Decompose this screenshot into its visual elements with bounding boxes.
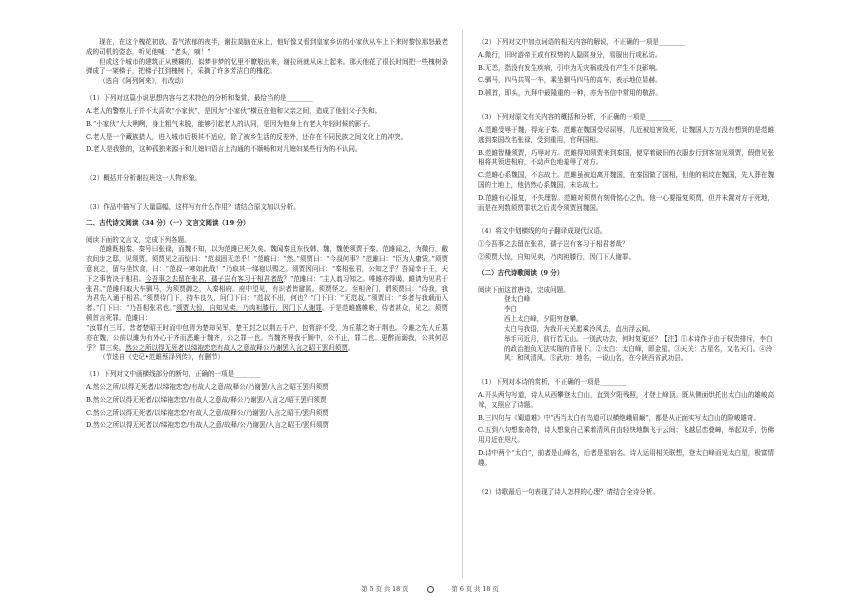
question-7-sentence-1: ①今吾事之去留在张君，孺子岂有客习于相君者哉？	[478, 240, 629, 249]
question-7: （4）将文中划横线的句子翻译成现代汉语。	[478, 227, 607, 236]
story-source: （选自《阿列阿来》，有改动）	[99, 77, 188, 86]
classical-text-part-2: ？”范雎曰：“主人翁习知之。唯雎亦得谒，雎请为见君于张君。”范雎归取大车驷马，为须贾御之，入秦相府。府中望见，有识者皆避匿。须贾怪之。至相舍门，谓须贾曰：“待我，我为君先入通于相君。”须贾待门下，持车良久，问门下曰：“范叔不出，何也？”门下曰：“无范叔。”须贾曰：“乡者与我载而入者。”门下曰：“乃吾相张君也。”	[86, 274, 448, 313]
classical-text-part-1: 范雎既相秦，秦号曰张禄，而魏不知，以为范雎已死久矣。魏闻秦且东伐韩、魏，魏使须贾于秦。范雎闻之，为微行，敝衣间步之邸，见须贾。须贾见之而惊曰：“范叔固无恙乎！”范雎曰：“然。”须贾曰：“今叔何事？”范雎曰：“臣为人庸赁。”须贾意哀之，留与坐饮食，曰：“范叔一寒如此哉！”乃取其一绨袍以赐之。须贾因问曰：“秦相张君，公知之乎？吾闻幸于王，天下之事皆决于相君。	[86, 245, 448, 283]
poem-line-1: 西上太白峰，夕阳穷登攀。	[504, 315, 583, 324]
left-column	[86, 38, 448, 431]
question-6: （3）下列对原文有关内容的概括和分析，不正确的一项是________	[478, 113, 673, 122]
question-4-option-a: A.然公之所/以得无死者/以绨袍恋恋/有故人之意/故释公/乃谢罢/入言之昭王罢归须贾	[86, 382, 329, 391]
question-3: （3）作品中描写了大量篇幅，这样写有什么作用？请结合原文加以分析。	[86, 202, 300, 211]
section-heading-poetry: （二）古代诗歌阅读（9 分）	[478, 268, 564, 277]
question-4: （1）下列对文中画横线部分的断句，正确的一项是________	[86, 370, 261, 379]
question-1: （1）下列对这篇小说思想内容与艺术特色的分析和鉴赏，最恰当的是________	[86, 94, 313, 103]
question-5-option-d: D.顿首，即头，九拜中最隆重的一种，亦为书信中常用的敬辞。	[478, 89, 662, 98]
question-8-option-d: D.诗中两个“太白”，前者是山峰名，后者是星宿名。诗人运用相关联想，登太白峰而见太白星，极富情趣。	[478, 449, 774, 467]
underlined-sentence-2: 须贾大惊，自知见卖，乃肉袒膝行，因门下人谢罪	[175, 304, 322, 313]
question-8-option-a: A.开头两句写道，诗人从西攀登太白山，直到夕阳残照，才登上峰顶。既从侧面烘托出太白山的雄峻高耸，又照应了诗题。	[478, 390, 774, 409]
question-9: （2）诗歌最后一句表现了诗人怎样的心理？请结合全诗分析。	[478, 487, 659, 496]
left-page-number: 第 5 页 共 18 页	[361, 586, 409, 593]
question-1-option-a: A.老人的警察儿子并不太喜欢“小家伙”，是因为“小家伙”横亘在他和父亲之间，造成了他们父子失和。	[86, 106, 382, 115]
question-4-option-d: D.然公之所以得无死者以/绨袍恋恋/有故人之意/故释/公乃谢罢/入言之昭王/罢归须贾	[86, 421, 329, 430]
poem-line-3-and-notes: 举手可近月，前行若无山。一别武功去，何时复更还？【注】①本诗作于由于权贵排斥，李白的政治抱负无法实现的背景下。②太白：太白峰，即金星。③天关：古星名，又名天门。④泠风：和风清风。⑤武功：地名，一说山名，在今陕西省武功县。	[504, 334, 773, 363]
classical-text-paragraph-2	[86, 324, 448, 353]
poem-title: 登太白峰	[504, 295, 531, 304]
poem-author: 李白	[504, 305, 518, 314]
question-7-sentence-2: ②须贾大惊，自知见卖，乃肉袒膝行，因门下人谢罪。	[478, 253, 636, 261]
column-divider	[462, 30, 463, 578]
classical-text-end: 。	[347, 343, 355, 352]
question-4-option-c: C.然公之所以得无死者/以绨袍恋恋/有故人之意/故释公/乃谢罢/入言之昭王/罢归须贾	[86, 408, 329, 417]
question-2: （2）概括并分析谢拉班这一人物形象。	[86, 174, 202, 183]
classical-text-part-4: “汝罪有三耳。昔者楚昭王时而申包胥为楚却吴军，楚王封之以荆五千户，包胥辞不受，为丘墓之寄于荆也。今雎之先人丘墓亦在魏，公前以雎为有外心于齐而恶雎于魏齐，公之罪一也。当魏齐辱我于厕中，公不止，罪二也。更醉而溺我，公其何忍乎？罪三矣。	[86, 323, 448, 352]
question-6-option-b: B.范雎智赚须贾，巧辱对方。范雎得知须贾来到秦国，便穿着破旧的衣服步行到客馆见须贾，假借见张相将其领进相府，不动声色地羞辱了对方。	[478, 148, 774, 167]
question-6-option-c: C.范雎心系魏国，不忘故土。范雎虽被迫离开魏国，在秦国做了国相，但他的祖坟在魏国，先人葬在魏国的土地上，他仍然心系魏国，未忘故土。	[478, 171, 774, 189]
question-5: （2）下列对文中加点词语的相关内容的解说，不正确的一项是________	[478, 38, 686, 46]
classical-text-paragraph-1	[86, 245, 448, 324]
question-1-option-b: B.“小家伙”大大咧咧，身上粗气未脱，能够引起老人的认同，是因为他身上有老人年轻时候的影子。	[86, 119, 375, 128]
story-paragraph-2: 但或这个城市的建筑正从模糊的、似梦非梦的忆里不瞭般出来，谢拉班就从床上起来。那天他花了很长时间把一些槐树条弹成了一架梯子，把梯子扛到槐树下，采摘了许多芳洁白的槐花。	[86, 57, 448, 76]
page-footer	[0, 584, 860, 593]
poem-instruction: 阅读下面这首唐诗，完成问题。	[478, 285, 570, 294]
right-column	[478, 38, 774, 497]
question-5-option-b: B.无恙，指没有发生疾病，引申为无灾祸或没有产生不良影响。	[478, 63, 662, 72]
question-5-option-a: A.微行，旧时游帝王或有权势的人隐匿身分，易服出行或私访。	[478, 50, 662, 59]
story-paragraph-1: 现在，在这个槐花初放、香气浓郁的夜半，谢拉莫脑在床上，他好像又看到皇家乡访的小家伙从车上下来时黎惊那怒最老成的司机的姿态，听见他喊：“老头，嘀！”	[86, 38, 448, 56]
question-8: （1）下列对本诗的赏析，不正确的一项是________	[478, 378, 627, 387]
question-6-option-d: D.范雎有心报复，不失理智。范雎对须贾有刻骨铭心之仇，他一心要报复须贾，但并未置对方于死地，而是在列数须贾罪状之后责令须贾回魏国。	[478, 193, 774, 212]
binding-circle-icon	[427, 586, 434, 593]
question-4-option-b: B.然公之所以得无死者/以绨袍恋恋/有故人之意故/释公乃谢罢/入言之/昭王罢归须贾	[86, 395, 327, 404]
poem-line-2: 太白与我语，为我开天关愿乘泠风去，直出浮云间。	[504, 324, 655, 333]
classical-text-part-3: 。于是范雎盛帷帐，侍者甚众，见之。须贾顿首言死罪。范雎曰：	[86, 304, 448, 323]
question-6-option-a: A.范雎受辱于魏，得宠于秦。范雎在魏国受尽屈辱，几近被迫害致死，让魏国人万万没有想到的是范雎逃到秦国改名张禄，受到重用，官拜国相。	[478, 125, 774, 144]
question-5-option-c: C.驷马，四马共驾一车，乘坐驷马四马的高车，表示地位显赫。	[478, 76, 662, 85]
right-page-number: 第 6 页 共 18 页	[451, 586, 499, 593]
reading-instruction: 阅读下面的文言文，完成下列各题。	[86, 235, 191, 244]
question-1-option-d: D.老人是我独的，这种孤独来源于和儿媳妇语言上沟通的不顺畅和对儿媳妇某些行为的不认同。	[86, 145, 362, 154]
question-8-option-c: C.五到八句想象奇特，诗人想象自己乘着清风自由轻快地飘飞于云间；飞越层峦叠嶂，举起双手，仿佛用月近在咫尺。	[478, 426, 774, 445]
underlined-sentence-3: 然公之所以得无死者以绨袍恋恋有故人之意故释公乃谢罢入言之昭王罢归须贾	[125, 343, 348, 352]
classical-text-source: （节选自《史记•范雎蔡泽列传》，有删节）	[99, 353, 225, 362]
question-8-option-b: B.三四句与《蜀道难》中“西当太白有鸟道可以横绝峨眉巅”，都是从正面实写太白山的险峻雄奇。	[478, 413, 761, 422]
question-1-option-c: C.老人是一个藏族猎人，进入城市后极其不适应，除了被乡生活的反差外，还存在不同民族之间文化上的冲突。	[86, 132, 408, 141]
section-heading-classical: 二、古代诗文阅读（34 分）（一）文言文阅读（19 分）	[86, 218, 250, 227]
underlined-sentence-1: 今吾事之去留在张君，孺子岂有客习于相君者哉	[145, 274, 284, 283]
